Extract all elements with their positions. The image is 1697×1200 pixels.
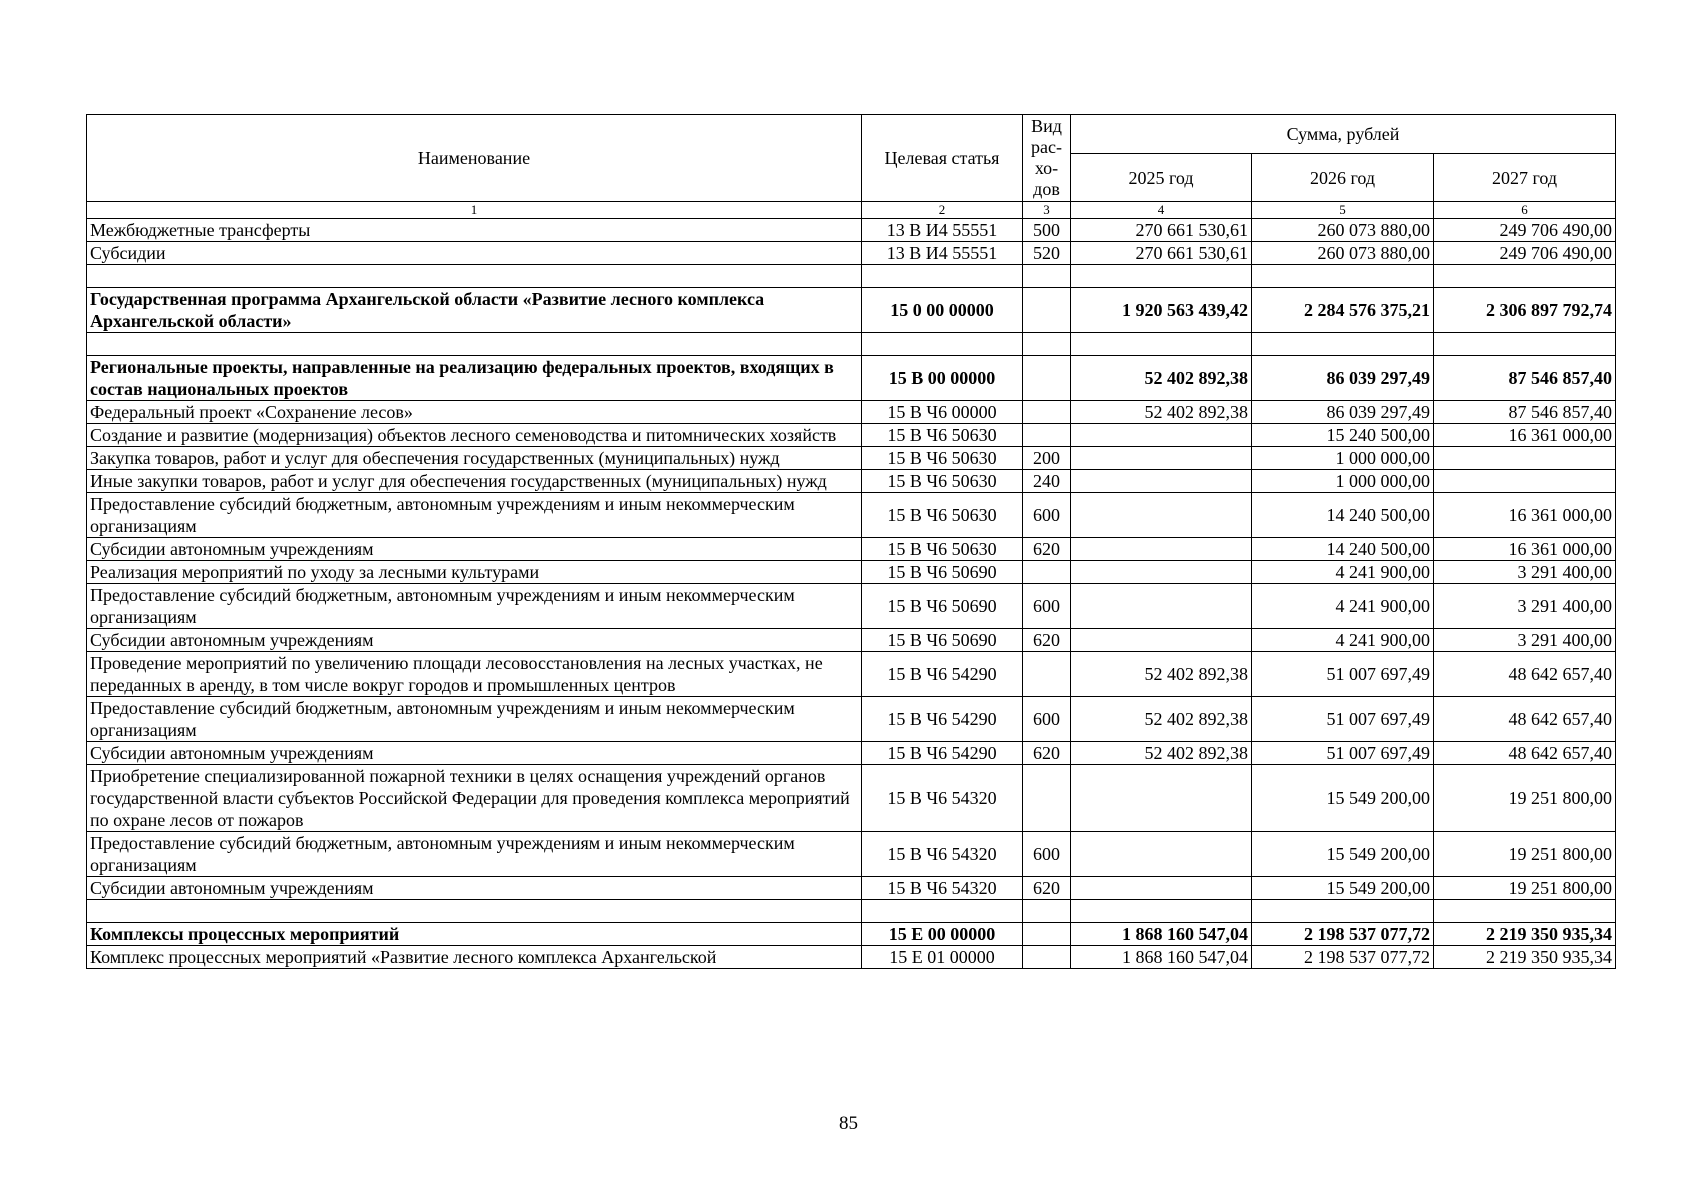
row-expense-type: 600 bbox=[1023, 493, 1071, 538]
row-target: 15 В Ч6 50690 bbox=[862, 584, 1023, 629]
row-target: 15 В Ч6 00000 bbox=[862, 401, 1023, 424]
col-number-5: 5 bbox=[1252, 202, 1434, 219]
table-row bbox=[87, 265, 1616, 288]
row-target bbox=[862, 265, 1023, 288]
row-expense-type: 620 bbox=[1023, 629, 1071, 652]
row-sum-2025 bbox=[1071, 470, 1252, 493]
row-sum-2026: 86 039 297,49 bbox=[1252, 401, 1434, 424]
row-sum-2026: 51 007 697,49 bbox=[1252, 742, 1434, 765]
row-sum-2026: 1 000 000,00 bbox=[1252, 470, 1434, 493]
row-expense-type bbox=[1023, 652, 1071, 697]
table-row bbox=[87, 470, 1616, 493]
row-sum-2027 bbox=[1434, 333, 1616, 356]
col-header-sum: Сумма, рублей bbox=[1071, 115, 1616, 154]
row-sum-2027: 48 642 657,40 bbox=[1434, 697, 1616, 742]
row-sum-2027: 48 642 657,40 bbox=[1434, 652, 1616, 697]
row-name: Закупка товаров, работ и услуг для обеспечения государственных (муниципальных) нужд bbox=[87, 447, 862, 470]
row-target: 15 В Ч6 50690 bbox=[862, 561, 1023, 584]
row-sum-2027 bbox=[1434, 470, 1616, 493]
row-sum-2027: 19 251 800,00 bbox=[1434, 832, 1616, 877]
row-sum-2025: 270 661 530,61 bbox=[1071, 219, 1252, 242]
row-name: Субсидии автономным учреждениям bbox=[87, 538, 862, 561]
col-header-name: Наименование bbox=[87, 115, 862, 202]
table-row bbox=[87, 447, 1616, 470]
row-target: 15 В Ч6 50630 bbox=[862, 424, 1023, 447]
page-number: 85 bbox=[839, 1113, 858, 1134]
row-expense-type bbox=[1023, 333, 1071, 356]
row-expense-type bbox=[1023, 946, 1071, 969]
row-sum-2027 bbox=[1434, 265, 1616, 288]
row-name: Субсидии автономным учреждениям bbox=[87, 742, 862, 765]
row-target: 15 В Ч6 50630 bbox=[862, 447, 1023, 470]
row-sum-2027: 19 251 800,00 bbox=[1434, 765, 1616, 832]
table-row bbox=[87, 877, 1616, 900]
row-name: Предоставление субсидий бюджетным, автономным учреждениям и иным некоммерческим организациям bbox=[87, 584, 862, 629]
row-sum-2025 bbox=[1071, 424, 1252, 447]
table-row bbox=[87, 946, 1616, 969]
row-expense-type bbox=[1023, 923, 1071, 946]
row-name bbox=[87, 900, 862, 923]
table-row bbox=[87, 765, 1616, 832]
row-sum-2026: 86 039 297,49 bbox=[1252, 356, 1434, 401]
row-name: Предоставление субсидий бюджетным, автономным учреждениям и иным некоммерческим организациям bbox=[87, 697, 862, 742]
col-number-1: 1 bbox=[87, 202, 862, 219]
row-expense-type bbox=[1023, 424, 1071, 447]
row-name: Субсидии автономным учреждениям bbox=[87, 629, 862, 652]
col-header-year-2025: 2025 год bbox=[1071, 154, 1252, 202]
row-sum-2027: 3 291 400,00 bbox=[1434, 561, 1616, 584]
row-name: Предоставление субсидий бюджетным, автономным учреждениям и иным некоммерческим организациям bbox=[87, 493, 862, 538]
row-sum-2027: 48 642 657,40 bbox=[1434, 742, 1616, 765]
budget-table bbox=[86, 114, 1616, 969]
row-name: Субсидии автономным учреждениям bbox=[87, 877, 862, 900]
row-sum-2026: 15 549 200,00 bbox=[1252, 832, 1434, 877]
row-sum-2025: 1 868 160 547,04 bbox=[1071, 946, 1252, 969]
row-sum-2026: 15 549 200,00 bbox=[1252, 765, 1434, 832]
row-sum-2026: 2 198 537 077,72 bbox=[1252, 923, 1434, 946]
row-sum-2025: 52 402 892,38 bbox=[1071, 697, 1252, 742]
row-target: 15 В Ч6 54320 bbox=[862, 877, 1023, 900]
table-body bbox=[87, 219, 1616, 969]
row-expense-type: 600 bbox=[1023, 832, 1071, 877]
row-target: 15 В Ч6 54290 bbox=[862, 697, 1023, 742]
row-sum-2025 bbox=[1071, 561, 1252, 584]
row-target bbox=[862, 900, 1023, 923]
col-number-2: 2 bbox=[862, 202, 1023, 219]
row-sum-2026: 2 284 576 375,21 bbox=[1252, 288, 1434, 333]
row-target: 15 В Ч6 54320 bbox=[862, 832, 1023, 877]
col-header-target: Целевая статья bbox=[862, 115, 1023, 202]
row-expense-type: 500 bbox=[1023, 219, 1071, 242]
row-target bbox=[862, 333, 1023, 356]
row-sum-2027: 2 219 350 935,34 bbox=[1434, 946, 1616, 969]
col-header-type: Вид рас- хо- дов bbox=[1023, 115, 1071, 202]
row-name: Федеральный проект «Сохранение лесов» bbox=[87, 401, 862, 424]
table-row bbox=[87, 242, 1616, 265]
table-row bbox=[87, 584, 1616, 629]
table-row bbox=[87, 832, 1616, 877]
table-row bbox=[87, 424, 1616, 447]
row-sum-2025 bbox=[1071, 333, 1252, 356]
row-sum-2027: 16 361 000,00 bbox=[1434, 538, 1616, 561]
row-name bbox=[87, 333, 862, 356]
row-expense-type bbox=[1023, 265, 1071, 288]
row-sum-2025 bbox=[1071, 447, 1252, 470]
row-sum-2026: 4 241 900,00 bbox=[1252, 629, 1434, 652]
row-expense-type: 600 bbox=[1023, 697, 1071, 742]
row-sum-2027: 3 291 400,00 bbox=[1434, 584, 1616, 629]
table-row bbox=[87, 288, 1616, 333]
row-expense-type bbox=[1023, 765, 1071, 832]
row-target: 15 Е 01 00000 bbox=[862, 946, 1023, 969]
row-target: 15 В Ч6 50690 bbox=[862, 629, 1023, 652]
row-expense-type bbox=[1023, 401, 1071, 424]
row-expense-type: 620 bbox=[1023, 742, 1071, 765]
row-sum-2026: 260 073 880,00 bbox=[1252, 242, 1434, 265]
row-sum-2025: 52 402 892,38 bbox=[1071, 356, 1252, 401]
row-sum-2025 bbox=[1071, 900, 1252, 923]
row-target: 13 В И4 55551 bbox=[862, 242, 1023, 265]
row-name: Субсидии bbox=[87, 242, 862, 265]
row-sum-2027: 2 306 897 792,74 bbox=[1434, 288, 1616, 333]
col-number-4: 4 bbox=[1071, 202, 1252, 219]
row-sum-2025: 1 920 563 439,42 bbox=[1071, 288, 1252, 333]
row-target: 15 В Ч6 54290 bbox=[862, 742, 1023, 765]
row-name: Проведение мероприятий по увеличению площади лесовосстановления на лесных участках, не переданных в аренду, в том числе вокруг городов и промышленных центров bbox=[87, 652, 862, 697]
row-sum-2026: 14 240 500,00 bbox=[1252, 493, 1434, 538]
row-name: Предоставление субсидий бюджетным, автономным учреждениям и иным некоммерческим организациям bbox=[87, 832, 862, 877]
row-sum-2025: 52 402 892,38 bbox=[1071, 742, 1252, 765]
row-name bbox=[87, 265, 862, 288]
row-sum-2027 bbox=[1434, 447, 1616, 470]
row-expense-type: 620 bbox=[1023, 538, 1071, 561]
row-target: 15 Е 00 00000 bbox=[862, 923, 1023, 946]
row-name: Комплексы процессных мероприятий bbox=[87, 923, 862, 946]
row-sum-2026: 51 007 697,49 bbox=[1252, 652, 1434, 697]
row-expense-type bbox=[1023, 561, 1071, 584]
row-name: Государственная программа Архангельской области «Развитие лесного комплекса Архангельской области» bbox=[87, 288, 862, 333]
row-target: 13 В И4 55551 bbox=[862, 219, 1023, 242]
row-name: Иные закупки товаров, работ и услуг для обеспечения государственных (муниципальных) нужд bbox=[87, 470, 862, 493]
col-header-year-2027: 2027 год bbox=[1434, 154, 1616, 202]
col-number-6: 6 bbox=[1434, 202, 1616, 219]
row-sum-2027: 16 361 000,00 bbox=[1434, 493, 1616, 538]
row-sum-2025: 270 661 530,61 bbox=[1071, 242, 1252, 265]
row-sum-2027: 3 291 400,00 bbox=[1434, 629, 1616, 652]
row-sum-2026: 14 240 500,00 bbox=[1252, 538, 1434, 561]
row-sum-2026: 4 241 900,00 bbox=[1252, 561, 1434, 584]
row-sum-2027 bbox=[1434, 900, 1616, 923]
row-sum-2026: 4 241 900,00 bbox=[1252, 584, 1434, 629]
col-number-3: 3 bbox=[1023, 202, 1071, 219]
row-target: 15 В Ч6 50630 bbox=[862, 538, 1023, 561]
row-expense-type: 620 bbox=[1023, 877, 1071, 900]
row-sum-2025 bbox=[1071, 538, 1252, 561]
row-name: Межбюджетные трансферты bbox=[87, 219, 862, 242]
row-expense-type bbox=[1023, 900, 1071, 923]
row-sum-2026: 15 240 500,00 bbox=[1252, 424, 1434, 447]
row-sum-2027: 87 546 857,40 bbox=[1434, 356, 1616, 401]
row-expense-type: 520 bbox=[1023, 242, 1071, 265]
table-row bbox=[87, 742, 1616, 765]
row-expense-type bbox=[1023, 356, 1071, 401]
table-row bbox=[87, 401, 1616, 424]
row-sum-2027: 87 546 857,40 bbox=[1434, 401, 1616, 424]
row-sum-2025: 52 402 892,38 bbox=[1071, 652, 1252, 697]
row-sum-2027: 249 706 490,00 bbox=[1434, 242, 1616, 265]
row-expense-type: 200 bbox=[1023, 447, 1071, 470]
table-row bbox=[87, 561, 1616, 584]
row-target: 15 В 00 00000 bbox=[862, 356, 1023, 401]
row-expense-type bbox=[1023, 288, 1071, 333]
row-target: 15 В Ч6 54290 bbox=[862, 652, 1023, 697]
row-sum-2027: 249 706 490,00 bbox=[1434, 219, 1616, 242]
row-sum-2026 bbox=[1252, 265, 1434, 288]
table-row bbox=[87, 333, 1616, 356]
row-name: Создание и развитие (модернизация) объектов лесного семеноводства и питомнических хозяйств bbox=[87, 424, 862, 447]
row-sum-2025: 1 868 160 547,04 bbox=[1071, 923, 1252, 946]
row-expense-type: 240 bbox=[1023, 470, 1071, 493]
table-row bbox=[87, 493, 1616, 538]
row-sum-2026: 15 549 200,00 bbox=[1252, 877, 1434, 900]
row-sum-2025 bbox=[1071, 877, 1252, 900]
row-sum-2027: 16 361 000,00 bbox=[1434, 424, 1616, 447]
row-sum-2026: 260 073 880,00 bbox=[1252, 219, 1434, 242]
row-sum-2026: 1 000 000,00 bbox=[1252, 447, 1434, 470]
row-target: 15 0 00 00000 bbox=[862, 288, 1023, 333]
row-sum-2026 bbox=[1252, 333, 1434, 356]
table-header bbox=[87, 115, 1616, 219]
row-sum-2027: 19 251 800,00 bbox=[1434, 877, 1616, 900]
row-sum-2026: 51 007 697,49 bbox=[1252, 697, 1434, 742]
row-target: 15 В Ч6 50630 bbox=[862, 493, 1023, 538]
row-name: Региональные проекты, направленные на реализацию федеральных проектов, входящих в состав национальных проектов bbox=[87, 356, 862, 401]
table-row bbox=[87, 900, 1616, 923]
table-row bbox=[87, 356, 1616, 401]
table-row bbox=[87, 219, 1616, 242]
table-row bbox=[87, 697, 1616, 742]
table-row bbox=[87, 652, 1616, 697]
row-sum-2027: 2 219 350 935,34 bbox=[1434, 923, 1616, 946]
table-row bbox=[87, 629, 1616, 652]
row-sum-2025 bbox=[1071, 832, 1252, 877]
row-target: 15 В Ч6 50630 bbox=[862, 470, 1023, 493]
row-name: Приобретение специализированной пожарной техники в целях оснащения учреждений органов государственной власти субъектов Российской Федерации для проведения комплекса мероприятий по охране лесов от пожаров bbox=[87, 765, 862, 832]
row-sum-2025 bbox=[1071, 765, 1252, 832]
table-row bbox=[87, 538, 1616, 561]
row-expense-type: 600 bbox=[1023, 584, 1071, 629]
row-sum-2025 bbox=[1071, 265, 1252, 288]
row-sum-2026: 2 198 537 077,72 bbox=[1252, 946, 1434, 969]
row-sum-2025: 52 402 892,38 bbox=[1071, 401, 1252, 424]
row-sum-2026 bbox=[1252, 900, 1434, 923]
table-row bbox=[87, 923, 1616, 946]
row-target: 15 В Ч6 54320 bbox=[862, 765, 1023, 832]
row-sum-2025 bbox=[1071, 493, 1252, 538]
col-header-year-2026: 2026 год bbox=[1252, 154, 1434, 202]
row-name: Комплекс процессных мероприятий «Развитие лесного комплекса Архангельской bbox=[87, 946, 862, 969]
row-name: Реализация мероприятий по уходу за лесными культурами bbox=[87, 561, 862, 584]
row-sum-2025 bbox=[1071, 584, 1252, 629]
row-sum-2025 bbox=[1071, 629, 1252, 652]
